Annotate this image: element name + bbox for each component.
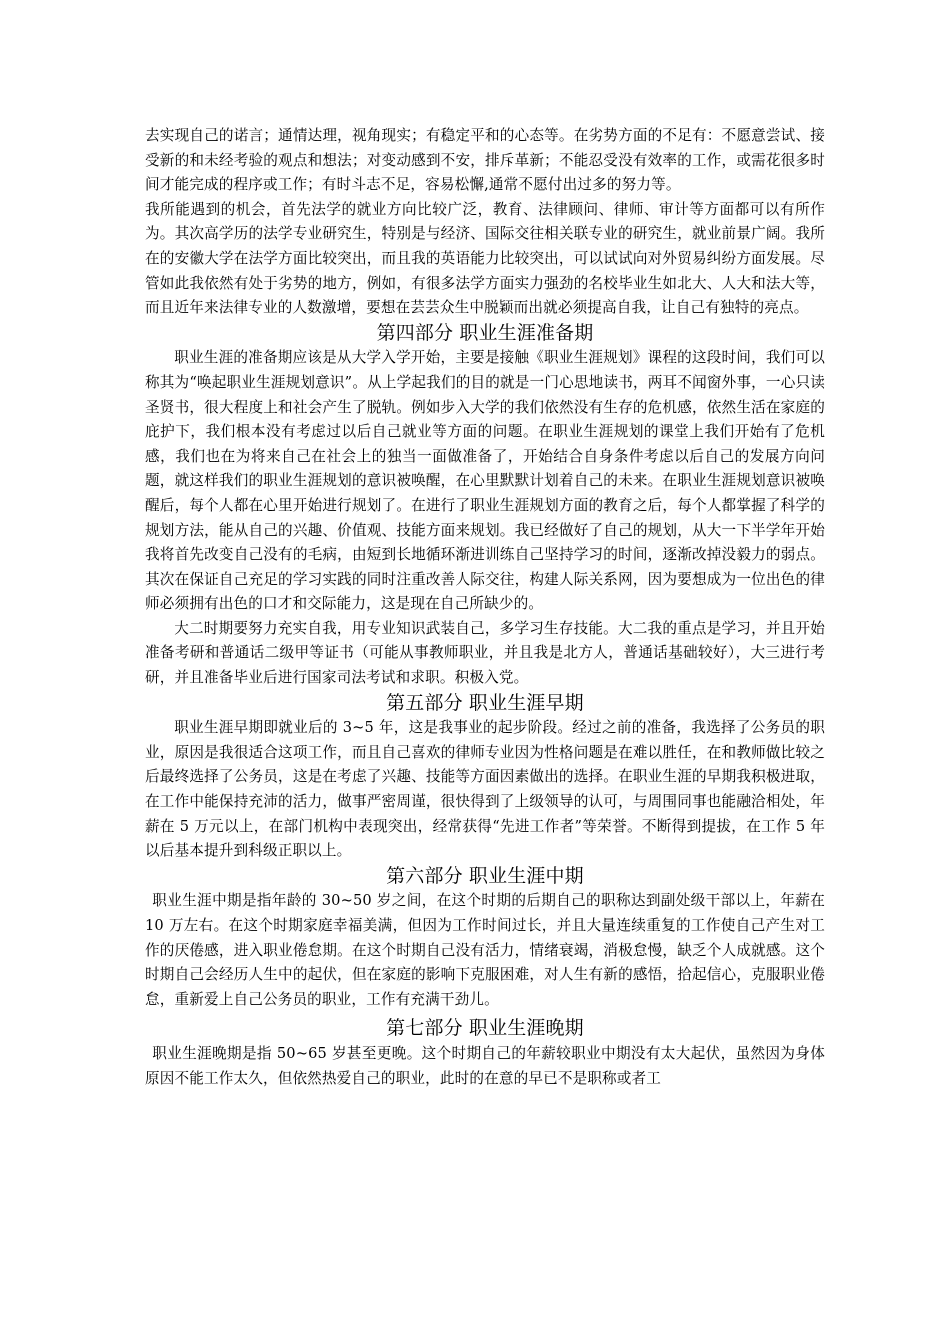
section-heading-part5: 第五部分 职业生涯早期 <box>386 691 584 714</box>
paragraph-early-career: 职业生涯早期即就业后的 3~5 年，这是我事业的起步阶段。经过之前的准备，我选择了公务员的职业，原因是我很适合这项工作，而且自己喜欢的律师专业因为性格问题是在难以胜任，在和教师做比较之后最终选择了公务员，这是在考虑了兴趣、技能等方面因素做出的选择。在职业生涯的早期我积极进取，在工作中能保持充沛的活力，做事严密周谨，很快得到了上级领导的认可，与周围同事也能融洽相处，年薪在 5 万元以上，在部门机构中表现突出，经常获得“先进工作者”等荣誉。不断得到提拔，在工作 5 年以后基本提升到科级正职以上。 <box>145 719 825 860</box>
paragraph-preparation-period: 职业生涯的准备期应该是从大学入学开始，主要是接触《职业生涯规划》课程的这段时间，我们可以称其为“唤起职业生涯规划意识”。从上学起我们的目的就是一门心思地读书，两耳不闻窗外事，一心只读圣贤书，很大程度上和社会产生了脱轨。例如步入大学的我们依然没有生存的危机感，依然生活在家庭的庇护下，我们根本没有考虑过以后自己就业等方面的问题。在职业生涯规划的课堂上我们开始有了危机感，我们也在为将来自己在社会上的独当一面做准备了，开始结合自身条件考虑以后自己的发展方向问题，就这样我们的职业生涯规划的意识被唤醒，在心里默默计划着自己的未来。在职业生涯规划意识被唤醒后，每个人都在心里开始进行规划了。在进行了职业生涯规划方面的教育之后，每个人都掌握了科学的规划方法，能从自己的兴趣、价值观、技能方面来规划。我已经做好了自己的规划，从大一下半学年开始我将首先改变自己没有的毛病，由短到长地循环渐进训练自己坚持学习的时间，逐渐改掉没毅力的弱点。其次在保证自己充足的学习实践的同时注重改善人际交往，构建人际关系网，因为要想成为一位出色的律师必须拥有出色的口才和交际能力，这是现在自己所缺少的。 <box>145 349 825 613</box>
paragraph-late-career: 职业生涯晚期是指 50~65 岁甚至更晚。这个时期自己的年薪较职业中期没有太大起伏，虽然因为身体原因不能工作太久，但依然热爱自己的职业，此时的在意的早已不是职称或者工 <box>145 1044 825 1087</box>
paragraph-sophomore-plan: 大二时期要努力充实自我，用专业知识武装自己，多学习生存技能。大二我的重点是学习，并且开始准备考研和普通话二级甲等证书（可能从事教师职业，并且我是北方人，普通话基础较好），大三进行考研，并且准备毕业后进行国家司法考试和求职。积极入党。 <box>145 619 825 687</box>
paragraph-swot-weakness: 去实现自己的诺言；通情达理，视角现实；有稳定平和的心态等。在劣势方面的不足有：不愿意尝试、接受新的和未经考验的观点和想法；对变动感到不安，排斥革新；不能忍受没有效率的工作，或需花很多时间才能完成的程序或工作；有时斗志不足，容易松懈,通常不愿付出过多的努力等。 <box>145 127 825 194</box>
section-heading-part4: 第四部分 职业生涯准备期 <box>376 321 594 344</box>
paragraph-mid-career: 职业生涯中期是指年龄的 30~50 岁之间，在这个时期的后期自己的职称达到副处级干部以上，年薪在 10 万左右。在这个时期家庭幸福美满，但因为工作时间过长，并且大量连续重复的工作使自己产生对工作的厌倦感，进入职业倦怠期。在这个时期自己没有活力，情绪衰竭，消极怠慢，缺乏个人成就感。这个时期自己会经历人生中的起伏，但在家庭的影响下克服困难，对人生有新的感悟，拾起信心，克服职业倦怠，重新爱上自己公务员的职业，工作有充满干劲儿。 <box>145 892 825 1008</box>
section-heading-part7: 第七部分 职业生涯晚期 <box>386 1017 584 1040</box>
paragraph-opportunities: 我所能遇到的机会，首先法学的就业方向比较广泛，教育、法律顾问、律师、审计等方面都可以有所作为。其次高学历的法学专业研究生，特别是与经济、国际交往相关联专业的研究生，就业前景广阔。我所在的安徽大学在法学方面比较突出，而且我的英语能力比较突出，可以试试向对外贸易纠纷方面发展。尽管如此我依然有处于劣势的地方，例如，有很多法学方面实力强劲的名校毕业生如北大、人大和法大等，而且近年来法律专业的人数激增，要想在芸芸众生中脱颖而出就必须提高自我，让自己有独特的亮点。 <box>145 200 825 317</box>
section-heading-part6: 第六部分 职业生涯中期 <box>386 864 584 887</box>
document-page <box>145 124 825 1091</box>
